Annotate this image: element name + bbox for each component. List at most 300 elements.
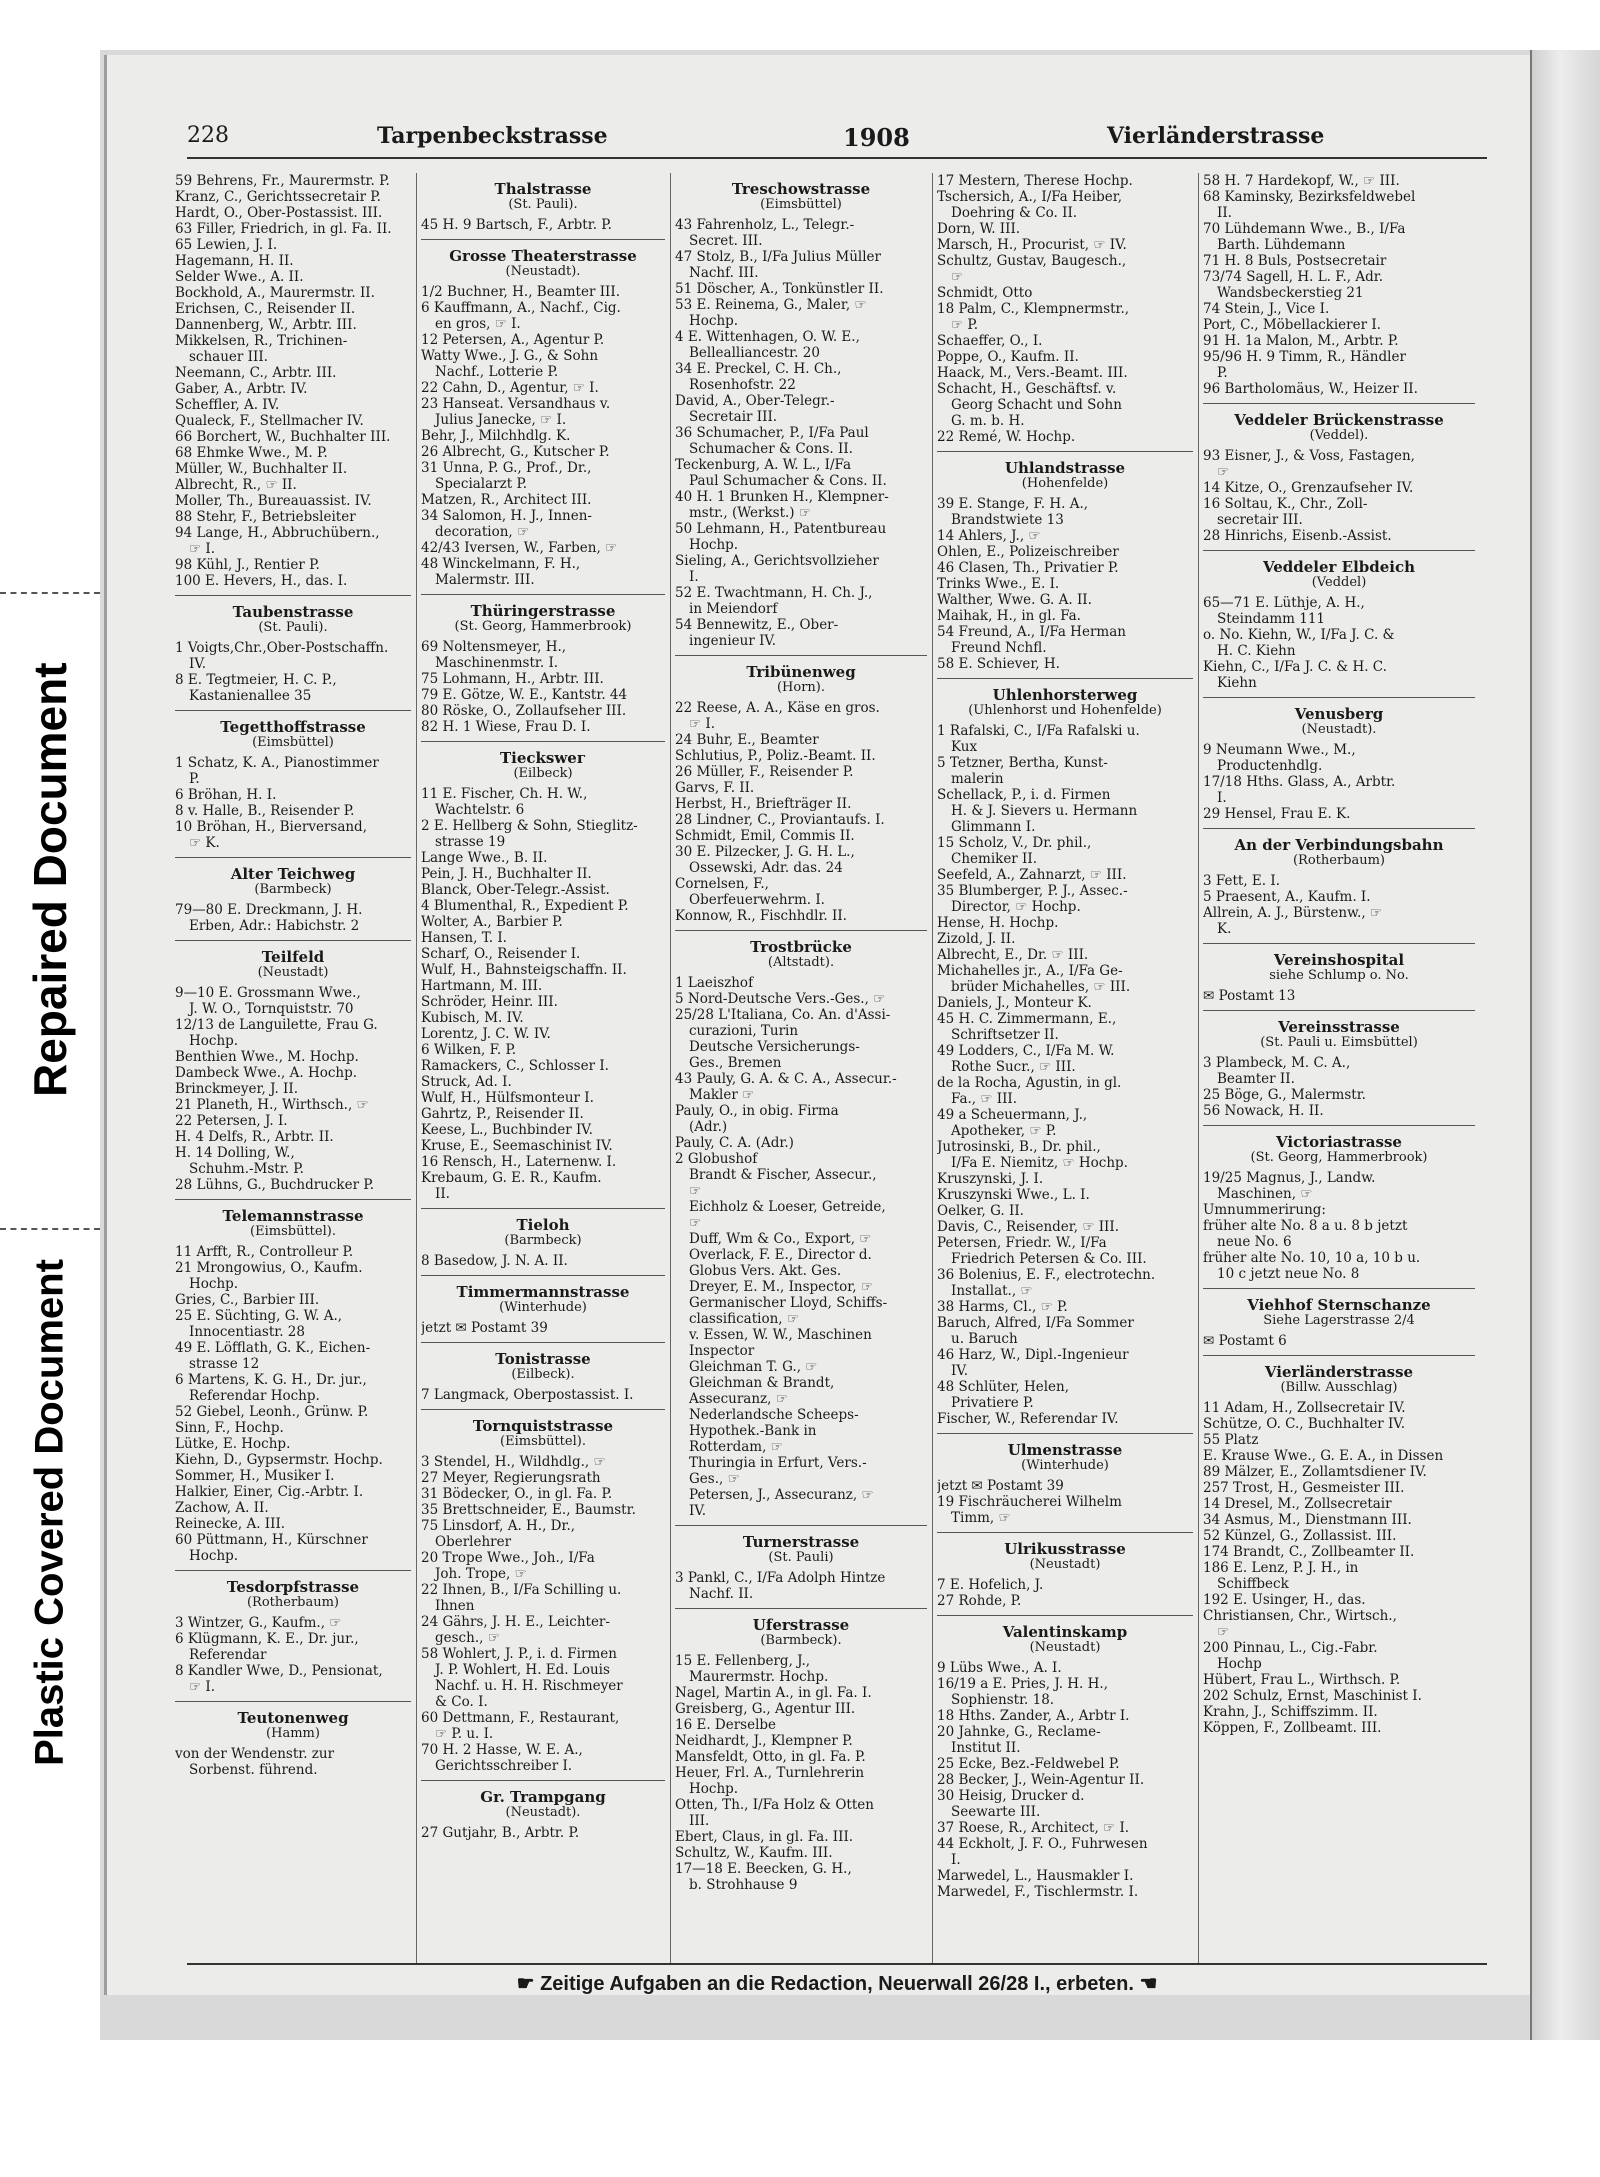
directory-entry: Nagel, Martin A., in gl. Fa. I.: [675, 1685, 872, 1701]
directory-entry: Referendar: [189, 1647, 267, 1663]
directory-entry: Hardt, O., Ober-Postassist. III.: [175, 205, 383, 221]
directory-entry: 80 Röske, O., Zollaufseher III.: [421, 703, 627, 719]
directory-entry: Haack, M., Vers.-Beamt. III.: [937, 365, 1128, 381]
directory-entry: 91 H. 1a Malon, M., Arbtr. P.: [1203, 333, 1399, 349]
directory-entry: Garvs, F. II.: [675, 780, 755, 796]
directory-entry: 79 E. Götze, W. E., Kantstr. 44: [421, 687, 628, 703]
directory-entry: 71 H. 8 Buls, Postsecretair: [1203, 253, 1387, 269]
directory-entry: 52 Giebel, Leonh., Grünw. P.: [175, 1404, 369, 1420]
directory-entry: Chemiker II.: [951, 851, 1038, 867]
directory-entry: 3 Fett, E. I.: [1203, 873, 1280, 889]
directory-entry: Neidhardt, J., Klempner P.: [675, 1733, 853, 1749]
street-section-heading: [175, 1208, 411, 1240]
directory-entry: 58 E. Schiever, H.: [937, 656, 1060, 672]
directory-entry: IV.: [689, 1503, 707, 1519]
street-section-heading: [175, 719, 411, 751]
directory-entry: 65—71 E. Lüthje, A. H.,: [1203, 595, 1365, 611]
directory-entry: Productenhdlg.: [1217, 758, 1323, 774]
directory-entry: 2 Globushof: [675, 1151, 758, 1167]
directory-entry: Wandsbeckerstieg 21: [1217, 285, 1364, 301]
directory-entry: v. Essen, W. W., Maschinen: [689, 1327, 872, 1343]
street-name: Thüringerstrasse: [470, 602, 616, 620]
directory-entry: 30 Heisig, Drucker d.: [937, 1788, 1085, 1804]
directory-entry: Moller, Th., Bureauassist. IV.: [175, 493, 372, 509]
directory-entry: 29 Hensel, Frau E. K.: [1203, 806, 1351, 822]
directory-entry: III.: [689, 1813, 710, 1829]
directory-entry: 8 E. Tegtmeier, H. C. P.,: [175, 672, 337, 688]
directory-entry: Schultz, W., Kaufm. III.: [675, 1845, 833, 1861]
directory-entry: 46 Harz, W., Dipl.-Ingenieur: [937, 1347, 1129, 1363]
directory-entry: Petersen, J., Assecuranz, ☞: [689, 1487, 874, 1503]
street-name: Trostbrücke: [750, 938, 852, 956]
directory-entry: Kastanienallee 35: [189, 688, 312, 704]
directory-entry: Zizold, J. II.: [937, 931, 1016, 947]
column-1: [175, 173, 411, 1963]
directory-entry: E. Krause Wwe., G. E. A., in Dissen: [1203, 1448, 1444, 1464]
directory-entry: Ramackers, C., Schlosser I.: [421, 1058, 609, 1074]
directory-entry: 51 Döscher, A., Tonkünstler II.: [675, 281, 884, 297]
directory-entry: 5 Tetzner, Bertha, Kunst-: [937, 755, 1108, 771]
directory-entry: H. 4 Delfs, R., Arbtr. II.: [175, 1129, 334, 1145]
directory-entry: Schmidt, Emil, Commis II.: [675, 828, 855, 844]
section-rule: [175, 1701, 411, 1702]
directory-entry: 59 Behrens, Fr., Maurermstr. P.: [175, 173, 390, 189]
directory-entry: de la Rocha, Agustin, in gl.: [937, 1075, 1122, 1091]
directory-entry: 192 E. Usinger, H., das.: [1203, 1592, 1366, 1608]
directory-entry: Schellack, P., i. d. Firmen: [937, 787, 1111, 803]
directory-entry: Duff, Wm & Co., Export, ☞: [689, 1231, 872, 1247]
directory-entry: 45 H. C. Zimmermann, E.,: [937, 1011, 1117, 1027]
section-rule: [421, 1208, 665, 1209]
street-name: Gr. Trampgang: [480, 1788, 606, 1806]
directory-entry: 60 Püttmann, H., Kürschner: [175, 1532, 368, 1548]
directory-entry: 4 E. Wittenhagen, O. W. E.,: [675, 329, 860, 345]
directory-entry: neue No. 6: [1217, 1234, 1292, 1250]
directory-entry: malerin: [951, 771, 1004, 787]
right-running-title: Vierländerstrasse: [1107, 123, 1325, 149]
repaired-document-label: Repaired Document: [24, 662, 76, 1097]
district-name: (Neustadt).: [1301, 722, 1377, 737]
street-section-heading: [937, 460, 1193, 492]
section-rule: [937, 1532, 1193, 1533]
directory-entry: Kiehn, D., Gypsermstr. Hochp.: [175, 1452, 383, 1468]
directory-entry: 6 Klügmann, K. E., Dr. jur.,: [175, 1631, 359, 1647]
directory-entry: Maschinenmstr. I.: [435, 655, 559, 671]
directory-entry: brüder Michahelles, ☞ III.: [951, 979, 1131, 995]
directory-entry: ☞ P. u. I.: [435, 1726, 494, 1742]
directory-entry: 40 H. 1 Brunken H., Klempner-: [675, 489, 889, 505]
directory-entry: Allrein, A. J., Bürstenw., ☞: [1203, 905, 1383, 921]
directory-entry: 43 Pauly, G. A. & C. A., Assecur.-: [675, 1071, 897, 1087]
section-rule: [421, 1780, 665, 1781]
directory-entry: Kruse, E., Seemaschinist IV.: [421, 1138, 613, 1154]
directory-page: [104, 55, 1533, 1995]
street-section-heading: [1203, 1019, 1475, 1051]
directory-entry: 22 Petersen, J. I.: [175, 1113, 288, 1129]
street-section-heading: [421, 1418, 665, 1450]
district-name: (St. Pauli u. Eimsbüttel): [1260, 1035, 1418, 1050]
directory-entry: Gleichman & Brandt,: [689, 1375, 835, 1391]
directory-entry: II.: [1217, 205, 1232, 221]
directory-entry: Oberlehrer: [435, 1534, 512, 1550]
directory-entry: 28 Hinrichs, Eisenb.-Assist.: [1203, 528, 1392, 544]
directory-entry: 27 Rohde, P.: [937, 1593, 1022, 1609]
directory-entry: ☞: [689, 1183, 702, 1199]
directory-entry: 54 Bennewitz, E., Ober-: [675, 617, 839, 633]
directory-entry: 93 Eisner, J., & Voss, Fastagen,: [1203, 448, 1415, 464]
directory-entry: Hochp: [1217, 1656, 1262, 1672]
district-name: (Neustadt).: [505, 264, 581, 279]
directory-entry: 11 Arfft, R., Controlleur P.: [175, 1244, 354, 1260]
directory-entry: 8 v. Halle, B., Reisender P.: [175, 803, 355, 819]
directory-entry: Scheffler, A. IV.: [175, 397, 280, 413]
directory-entry: 49 E. Löfflath, G. K., Eichen-: [175, 1340, 371, 1356]
directory-entry: Eichholz & Loeser, Getreide,: [689, 1199, 886, 1215]
directory-entry: 22 Ihnen, B., I/Fa Schilling u.: [421, 1582, 622, 1598]
directory-entry: Makler ☞: [689, 1087, 755, 1103]
directory-entry: Director, ☞ Hochp.: [951, 899, 1081, 915]
district-name: (Rotherbaum): [1292, 853, 1386, 868]
section-rule: [675, 655, 927, 656]
street-section-heading: [675, 664, 927, 696]
directory-entry: Beamter II.: [1217, 1071, 1295, 1087]
directory-entry: 28 Lindner, C., Proviantaufs. I.: [675, 812, 885, 828]
directory-entry: 17/18 Hths. Glass, A., Arbtr.: [1203, 774, 1396, 790]
directory-entry: Greisberg, G., Agentur III.: [675, 1701, 856, 1717]
directory-entry: Pauly, O., in obig. Firma: [675, 1103, 839, 1119]
column-4: [937, 173, 1193, 1963]
directory-entry: K.: [1217, 921, 1232, 937]
directory-entry: Michahelles jr., A., I/Fa Ge-: [937, 963, 1123, 979]
district-name: (Altstadt).: [767, 955, 835, 970]
directory-entry: Hochp.: [189, 1276, 239, 1292]
directory-entry: & Co. I.: [435, 1694, 488, 1710]
directory-entry: Specialarzt P.: [435, 476, 528, 492]
directory-entry: Nederlandsche Scheeps-: [689, 1407, 859, 1423]
divider-top: [0, 592, 100, 594]
street-name: Tegetthoffstrasse: [220, 718, 366, 736]
directory-entry: 49 Lodders, C., I/Fa M. W.: [937, 1043, 1115, 1059]
street-section-heading: [175, 1579, 411, 1611]
directory-entry: Cornelsen, F.,: [675, 876, 769, 892]
directory-entry: Rotterdam, ☞: [689, 1439, 783, 1455]
directory-entry: 95/96 H. 9 Timm, R., Händler: [1203, 349, 1406, 365]
district-name: (Winterhude): [499, 1300, 587, 1315]
directory-entry: Germanischer Lloyd, Schiffs-: [689, 1295, 888, 1311]
section-rule: [937, 1615, 1193, 1616]
directory-entry: 202 Schulz, Ernst, Maschinist I.: [1203, 1688, 1422, 1704]
directory-entry: Timm, ☞: [951, 1510, 1011, 1526]
district-name: (Barmbeck): [254, 882, 332, 897]
directory-entry: 8 Kandler Wwe, D., Pensionat,: [175, 1663, 383, 1679]
directory-entry: Rothe Sucr., ☞ III.: [951, 1059, 1076, 1075]
directory-entry: in Meiendorf: [689, 601, 778, 617]
directory-entry: 3 Wintzer, G., Kaufm., ☞: [175, 1615, 342, 1631]
street-section-heading: [1203, 559, 1475, 591]
street-section-heading: [1203, 952, 1475, 984]
section-rule: [421, 1342, 665, 1343]
directory-entry: J. W. O., Tornquiststr. 70: [189, 1001, 354, 1017]
directory-entry: 58 H. 7 Hardekopf, W., ☞ III.: [1203, 173, 1400, 189]
directory-entry: Schultz, Gustav, Baugesch.,: [937, 253, 1127, 269]
directory-entry: Qualeck, F., Stellmacher IV.: [175, 413, 364, 429]
district-name: (Neustadt): [1029, 1640, 1101, 1655]
directory-entry: Dreyer, E. M., Inspector, ☞: [689, 1279, 873, 1295]
directory-entry: Watty Wwe., J. G., & Sohn: [421, 348, 599, 364]
directory-entry: 52 E. Twachtmann, H. Ch. J.,: [675, 585, 873, 601]
directory-entry: 69 Noltensmeyer, H.,: [421, 639, 567, 655]
directory-entry: Trinks Wwe., E. I.: [937, 576, 1060, 592]
directory-entry: Herbst, H., Briefträger II.: [675, 796, 852, 812]
section-rule: [1203, 828, 1475, 829]
directory-entry: 82 H. 1 Wiese, Frau D. I.: [421, 719, 591, 735]
directory-entry: Seefeld, A., Zahnarzt, ☞ III.: [937, 867, 1127, 883]
directory-entry: Fa., ☞ III.: [951, 1091, 1018, 1107]
directory-entry: ✉ Postamt 13: [1203, 988, 1296, 1004]
section-rule: [675, 1608, 927, 1609]
directory-entry: ☞ I.: [189, 1679, 216, 1695]
street-section-heading: [421, 1351, 665, 1383]
section-rule: [1203, 943, 1475, 944]
directory-entry: 26 Albrecht, G., Kutscher P.: [421, 444, 610, 460]
directory-entry: Sommer, H., Musiker I.: [175, 1468, 335, 1484]
directory-entry: 75 Linsdorf, A. H., Dr.,: [421, 1518, 576, 1534]
directory-entry: 70 H. 2 Hasse, W. E. A.,: [421, 1742, 583, 1758]
directory-entry: 27 Meyer, Regierungsrath: [421, 1470, 601, 1486]
section-rule: [175, 940, 411, 941]
column-rule: [932, 173, 933, 1963]
street-name: Turnerstrasse: [742, 1533, 860, 1551]
section-rule: [421, 239, 665, 240]
column-3: [675, 173, 927, 1963]
directory-entry: 46 Clasen, Th., Privatier P.: [937, 560, 1119, 576]
directory-entry: Sieling, A., Gerichtsvollzieher: [675, 553, 879, 569]
directory-entry: 1 Voigts,Chr.,Ober-Postschaffn.: [175, 640, 389, 656]
directory-entry: Reinecke, A. III.: [175, 1516, 286, 1532]
directory-entry: Oelker, G. II.: [937, 1203, 1024, 1219]
directory-entry: 53 E. Reinema, G., Maler, ☞: [675, 297, 867, 313]
directory-entry: 44 Eckholt, J. F. O., Fuhrwesen: [937, 1836, 1148, 1852]
directory-entry: 4 Blumenthal, R., Expedient P.: [421, 898, 629, 914]
district-name: (Eimsbüttel): [252, 735, 334, 750]
directory-entry: 1/2 Buchner, H., Beamter III.: [421, 284, 620, 300]
directory-entry: Müller, W., Buchhalter II.: [175, 461, 348, 477]
directory-entry: ☞: [1217, 464, 1230, 480]
district-name: (Billw. Ausschlag): [1280, 1380, 1398, 1395]
directory-entry: Benthien Wwe., M. Hochp.: [175, 1049, 359, 1065]
directory-entry: Poppe, O., Kaufm. II.: [937, 349, 1079, 365]
directory-entry: 19 Fischräucherei Wilhelm: [937, 1494, 1122, 1510]
directory-entry: 34 E. Preckel, C. H. Ch.,: [675, 361, 842, 377]
directory-entry: 5 Nord-Deutsche Vers.-Ges., ☞: [675, 991, 886, 1007]
street-name: Tornquiststrasse: [472, 1417, 614, 1435]
directory-entry: Hochp.: [189, 1548, 239, 1564]
directory-entry: Installat., ☞: [951, 1283, 1033, 1299]
directory-entry: Kiehn, C., I/Fa J. C. & H. C.: [1203, 659, 1387, 675]
directory-entry: 17—18 E. Beecken, G. H.,: [675, 1861, 852, 1877]
district-name: (Neustadt): [257, 965, 329, 980]
street-name: Valentinskamp: [1002, 1623, 1128, 1641]
directory-entry: Steindamm 111: [1217, 611, 1326, 627]
street-section-heading: [937, 1624, 1193, 1656]
directory-entry: strasse 12: [189, 1356, 260, 1372]
district-name: (Neustadt).: [505, 1805, 581, 1820]
directory-entry: 38 Harms, Cl., ☞ P.: [937, 1299, 1068, 1315]
directory-entry: Schiffbeck: [1217, 1576, 1289, 1592]
street-section-heading: [1203, 1297, 1475, 1329]
directory-entry: Deutsche Versicherungs-: [689, 1039, 860, 1055]
district-name: (Eimsbüttel).: [500, 1434, 586, 1449]
directory-entry: 42/43 Iversen, W., Farben, ☞: [421, 540, 618, 556]
district-name: (Eilbeck): [513, 766, 573, 781]
street-name: Telemannstrasse: [222, 1207, 364, 1225]
directory-entry: Hochp.: [689, 537, 739, 553]
directory-entry: 6 Wilken, F. P.: [421, 1042, 517, 1058]
directory-entry: 55 Platz: [1203, 1432, 1259, 1448]
directory-entry: Mikkelsen, R., Trichinen-: [175, 333, 348, 349]
directory-entry: G. m. b. H.: [951, 413, 1025, 429]
directory-entry: Scharf, O., Reisender I.: [421, 946, 581, 962]
directory-entry: Schröder, Heinr. III.: [421, 994, 558, 1010]
directory-entry: Krebaum, G. E. R., Kaufm.: [421, 1170, 602, 1186]
section-rule: [1203, 1010, 1475, 1011]
directory-entry: 28 Lühns, G., Buchdrucker P.: [175, 1177, 374, 1193]
directory-entry: ☞: [951, 269, 964, 285]
district-name: siehe Schlump o. No.: [1269, 968, 1409, 983]
directory-entry: 31 Unna, P. G., Prof., Dr.,: [421, 460, 592, 476]
directory-entry: 17 Mestern, Therese Hochp.: [937, 173, 1133, 189]
street-name: Teutonenweg: [237, 1709, 349, 1727]
directory-entry: Sorbenst. führend.: [189, 1762, 318, 1778]
directory-entry: Hochp.: [689, 1781, 739, 1797]
directory-entry: Schumacher & Cons. II.: [689, 441, 853, 457]
directory-entry: Thuringia in Erfurt, Vers.-: [689, 1455, 867, 1471]
directory-entry: Privatiere P.: [951, 1395, 1034, 1411]
section-rule: [421, 1275, 665, 1276]
column-rule: [1198, 173, 1199, 1963]
section-rule: [1203, 697, 1475, 698]
directory-entry: 36 Bolenius, E. F., electrotechn.: [937, 1267, 1156, 1283]
directory-entry: 1 Laeiszhof: [675, 975, 754, 991]
district-name: (Eimsbüttel).: [250, 1224, 336, 1239]
directory-entry: Teckenburg, A. W. L., I/Fa: [675, 457, 852, 473]
street-name: Ulrikusstrasse: [1004, 1540, 1126, 1558]
section-rule: [1203, 1355, 1475, 1356]
directory-entry: J. P. Wohlert, H. Ed. Louis: [435, 1662, 610, 1678]
directory-entry: 16 Soltau, K., Chr., Zoll-: [1203, 496, 1368, 512]
page-header: [187, 121, 1487, 159]
street-section-heading: [675, 1534, 927, 1566]
directory-entry: Paul Schumacher & Cons. II.: [689, 473, 887, 489]
street-section-heading: [937, 1541, 1193, 1573]
directory-entry: 9 Neumann Wwe., M.,: [1203, 742, 1356, 758]
directory-entry: 94 Lange, H., Abbruchübern.,: [175, 525, 380, 541]
directory-entry: curazioni, Turin: [689, 1023, 799, 1039]
directory-entry: I.: [1217, 790, 1227, 806]
section-rule: [1203, 1125, 1475, 1126]
directory-entry: Bellealliancestr. 20: [689, 345, 820, 361]
directory-entry: 25 E. Süchting, G. W. A.,: [175, 1308, 343, 1324]
directory-entry: 60 Dettmann, F., Restaurant,: [421, 1710, 620, 1726]
directory-entry: 6 Bröhan, H. I.: [175, 787, 277, 803]
directory-entry: 24 Gährs, J. H. E., Leichter-: [421, 1614, 610, 1630]
street-section-heading: [937, 687, 1193, 719]
directory-entry: IV.: [189, 656, 207, 672]
district-name: (Hamm): [266, 1726, 320, 1741]
directory-entry: Pein, J. H., Buchhalter II.: [421, 866, 592, 882]
directory-entry: 186 E. Lenz, P. J. H., in: [1203, 1560, 1359, 1576]
district-name: (Barmbeck).: [760, 1633, 842, 1648]
district-name: (Eimsbüttel): [760, 197, 842, 212]
side-labels: [0, 0, 100, 2177]
district-name: (Eilbeck).: [511, 1367, 575, 1382]
directory-entry: Wolter, A., Barbier P.: [421, 914, 563, 930]
directory-entry: Hochp.: [689, 313, 739, 329]
directory-entry: 35 Blumberger, P. J., Assec.-: [937, 883, 1128, 899]
directory-entry: 43 Fahrenholz, L., Telegr.-: [675, 217, 855, 233]
directory-entry: Innocentiastr. 28: [189, 1324, 305, 1340]
directory-entry: I.: [951, 1852, 961, 1868]
directory-entry: 22 Cahn, D., Agentur, ☞ I.: [421, 380, 599, 396]
directory-entry: Selder Wwe., A. II.: [175, 269, 304, 285]
district-name: (Neustadt): [1029, 1557, 1101, 1572]
district-name: (Winterhude): [1021, 1458, 1109, 1473]
directory-entry: Hübert, Frau L., Wirthsch. P.: [1203, 1672, 1401, 1688]
directory-entry: secretair III.: [1217, 512, 1303, 528]
directory-entry: Blanck, Ober-Telegr.-Assist.: [421, 882, 610, 898]
directory-entry: Kruszynski Wwe., L. I.: [937, 1187, 1090, 1203]
directory-entry: Nachf., Lotterie P.: [435, 364, 559, 380]
directory-entry: Schaeffer, O., I.: [937, 333, 1043, 349]
directory-entry: Referendar Hochp.: [189, 1388, 320, 1404]
directory-entry: Secret. III.: [689, 233, 763, 249]
directory-entry: 257 Trost, H., Gesmeister III.: [1203, 1480, 1405, 1496]
directory-entry: 75 Lohmann, H., Arbtr. III.: [421, 671, 604, 687]
directory-entry: o. No. Kiehn, W., I/Fa J. C. &: [1203, 627, 1395, 643]
directory-entry: 45 H. 9 Bartsch, F., Arbtr. P.: [421, 217, 612, 233]
directory-entry: Lorentz, J. C. W. IV.: [421, 1026, 551, 1042]
section-rule: [675, 1525, 927, 1526]
directory-entry: Heuer, Frl. A., Turnlehrerin: [675, 1765, 865, 1781]
directory-entry: 16 Rensch, H., Laternenw. I.: [421, 1154, 617, 1170]
directory-entry: Gaber, A., Arbtr. IV.: [175, 381, 308, 397]
directory-entry: ☞ K.: [189, 835, 220, 851]
directory-entry: 25 Böge, G., Malermstr.: [1203, 1087, 1366, 1103]
left-running-title: Tarpenbeckstrasse: [377, 123, 608, 149]
directory-entry: 58 Wohlert, J. P., i. d. Firmen: [421, 1646, 617, 1662]
district-name: (St. Pauli).: [258, 620, 328, 635]
directory-entry: H. 14 Dolling, W.,: [175, 1145, 295, 1161]
directory-entry: 5 Praesent, A., Kaufm. I.: [1203, 889, 1371, 905]
directory-entry: 3 Stendel, H., Wildhdlg., ☞: [421, 1454, 606, 1470]
directory-entry: 14 Ahlers, J., ☞: [937, 528, 1041, 544]
directory-entry: Oberfeuerwehrm. I.: [689, 892, 825, 908]
directory-entry: Inspector: [689, 1343, 755, 1359]
directory-entry: H. C. Kiehn: [1217, 643, 1296, 659]
directory-entry: Nachf. II.: [689, 1586, 754, 1602]
directory-entry: Ges., Bremen: [689, 1055, 782, 1071]
directory-entry: 28 Becker, J., Wein-Agentur II.: [937, 1772, 1145, 1788]
street-section-heading: [421, 181, 665, 213]
directory-entry: I/Fa E. Niemitz, ☞ Hochp.: [951, 1155, 1128, 1171]
street-name: Uhlandstrasse: [1004, 459, 1126, 477]
street-section-heading: [1203, 837, 1475, 869]
directory-entry: Ohlen, E., Polizeischreiber: [937, 544, 1119, 560]
directory-entry: Doehring & Co. II.: [951, 205, 1078, 221]
column-5: [1203, 173, 1475, 1963]
directory-entry: 31 Bödecker, O., in gl. Fa. P.: [421, 1486, 613, 1502]
directory-entry: jetzt ✉ Postamt 39: [421, 1320, 548, 1336]
